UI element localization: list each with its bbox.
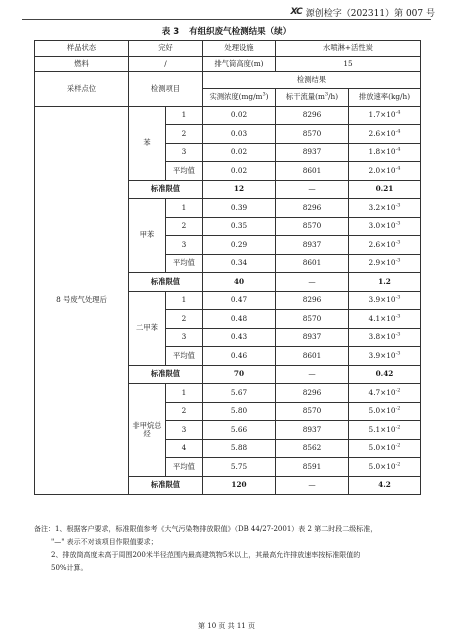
measured-concentration: 0.03 [203,125,276,144]
limit-rate: 0.21 [349,180,421,199]
standard-flow: 8570 [276,402,349,421]
measured-concentration: 0.02 [203,162,276,181]
emission-rate [349,217,421,236]
measured-concentration: 5.88 [203,439,276,458]
document-header [291,6,436,18]
stack-height-label: 排气筒高度(m) [203,56,276,72]
flow-header: 标干流量$(m^3/h)$ [276,89,349,107]
emission-rate-mantissa: 3.9×10 [368,350,396,360]
table-row [35,106,421,125]
emission-rate-mantissa: 1.8×10 [368,147,396,157]
standard-flow: 8937 [276,143,349,162]
emission-rate [349,439,421,458]
limit-concentration: 40 [203,273,276,292]
emission-rate-mantissa: 2.9×10 [368,258,396,268]
fuel-value: / [129,56,203,72]
table-row [35,41,421,57]
sample-index: 平均值 [166,347,203,366]
emission-rate [349,328,421,347]
emission-rate [349,199,421,218]
emission-rate-mantissa: 4.1×10 [368,313,396,323]
measured-concentration: 0.29 [203,236,276,255]
emission-rate-exponent: -4 [395,165,401,172]
facility-label: 处理设施 [203,41,276,57]
sample-state-value: 完好 [129,41,203,57]
remarks [34,523,420,575]
emission-rate [349,291,421,310]
emission-rate-exponent: -3 [395,331,401,338]
standard-flow: 8562 [276,439,349,458]
table-number: 表 3 [161,27,180,37]
facility-value: 水喷淋+活性炭 [276,41,421,57]
item-header: 检测项目 [129,72,203,107]
limit-flow: — [276,476,349,495]
sample-index: 1 [166,291,203,310]
emission-rate [349,106,421,125]
emission-rate [349,402,421,421]
limit-concentration: 120 [203,476,276,495]
emission-rate-mantissa: 3.8×10 [368,332,396,342]
measured-concentration: 5.80 [203,402,276,421]
emission-rate-mantissa: 4.7×10 [368,387,396,397]
measured-concentration: 0.34 [203,254,276,273]
measured-concentration: 0.48 [203,310,276,329]
standard-flow: 8937 [276,328,349,347]
table-caption: 有组织废气检测结果（续） [189,27,292,37]
emission-rate-exponent: -2 [395,387,401,394]
sample-index: 2 [166,310,203,329]
measured-concentration: 0.02 [203,143,276,162]
remarks-line-4: 50%计算。 [51,564,88,572]
standard-flow: 8570 [276,310,349,329]
limit-label: 标准限值 [129,273,203,292]
exhaust-gas-results-table [34,40,421,495]
limit-label: 标准限值 [129,365,203,384]
emission-rate-mantissa: 5.1×10 [368,424,396,434]
limit-rate: 0.42 [349,365,421,384]
emission-rate [349,143,421,162]
measured-concentration: 0.02 [203,106,276,125]
limit-concentration: 12 [203,180,276,199]
limit-label: 标准限值 [129,180,203,199]
emission-rate-mantissa: 3.9×10 [368,295,396,305]
remarks-line-2: "—" 表示不对该项目作限值要求； [51,538,158,546]
sample-index: 2 [166,402,203,421]
emission-rate-exponent: -4 [395,128,401,135]
emission-rate-mantissa: 2.0×10 [368,165,396,175]
standard-flow: 8601 [276,254,349,273]
standard-flow: 8570 [276,125,349,144]
limit-flow: — [276,273,349,292]
sample-index: 3 [166,236,203,255]
conc-header: 实测浓度$(mg/m^3)$ [203,89,276,107]
emission-rate [349,458,421,477]
standard-flow: 8570 [276,217,349,236]
limit-rate: 4.2 [349,476,421,495]
measured-concentration: 0.46 [203,347,276,366]
emission-rate [349,236,421,255]
sampling-point-header: 采样点位 [35,72,129,107]
emission-rate-mantissa: 5.0×10 [368,461,396,471]
emission-rate-mantissa: 3.2×10 [368,202,396,212]
standard-flow: 8296 [276,291,349,310]
remarks-label: 备注： [34,525,55,533]
emission-rate [349,384,421,403]
emission-rate [349,310,421,329]
sample-index: 2 [166,125,203,144]
limit-label: 标准限值 [129,476,203,495]
results-header: 检测结果 [203,72,421,89]
sample-index: 2 [166,217,203,236]
page-footer: 第 10 页 共 11 页 [198,622,255,630]
measured-concentration: 0.43 [203,328,276,347]
limit-flow: — [276,365,349,384]
document-number: 源创检字（202311）第 007 号 [305,8,435,19]
emission-rate-mantissa: 2.6×10 [368,239,396,249]
standard-flow: 8296 [276,199,349,218]
emission-rate-mantissa: 2.6×10 [368,128,396,138]
emission-rate-exponent: -3 [395,257,401,264]
measured-concentration: 5.66 [203,421,276,440]
emission-rate [349,347,421,366]
table-row [35,56,421,72]
limit-rate: 1.2 [349,273,421,292]
emission-rate-mantissa: 3.0×10 [368,221,396,231]
sample-index: 1 [166,384,203,403]
table-title [0,25,453,37]
remarks-line-1: 1、根据客户要求，标准限值参考《大气污染物排放限值》（DB 44/27-2001）表 2 第二时段二级标准， [55,525,378,533]
emission-rate-exponent: -3 [395,313,401,320]
emission-rate-mantissa: 1.7×10 [368,110,396,120]
measured-concentration: 0.39 [203,199,276,218]
measured-concentration: 0.35 [203,217,276,236]
measured-concentration: 0.47 [203,291,276,310]
emission-rate-exponent: -2 [395,424,401,431]
sample-index: 3 [166,328,203,347]
sample-index: 3 [166,421,203,440]
pollutant-name: 苯 [129,106,166,180]
emission-rate-exponent: -2 [395,442,401,449]
emission-rate-exponent: -3 [395,294,401,301]
standard-flow: 8601 [276,162,349,181]
emission-rate-exponent: -4 [395,109,401,116]
standard-flow: 8601 [276,347,349,366]
emission-rate-exponent: -2 [395,461,401,468]
standard-flow: 8937 [276,421,349,440]
sample-index: 1 [166,199,203,218]
rate-header: 排放速率(kg/h) [349,89,421,107]
sample-state-label: 样品状态 [35,41,129,57]
fuel-label: 燃料 [35,56,129,72]
sample-index: 4 [166,439,203,458]
stack-height-value: 15 [276,56,421,72]
emission-rate-exponent: -2 [395,405,401,412]
emission-rate-exponent: -4 [395,146,401,153]
measured-concentration: 5.67 [203,384,276,403]
standard-flow: 8937 [276,236,349,255]
sample-index: 平均值 [166,162,203,181]
sampling-point-cell: 8 号废气处理后 [35,106,129,495]
pollutant-name: 甲苯 [129,199,166,273]
sample-index: 平均值 [166,458,203,477]
standard-flow: 8591 [276,458,349,477]
remarks-line-3: 2、排放筒高度未高于周围200米半径范围内最高建筑物5米以上，其最高允许排放速率按标准限值的 [51,551,361,559]
emission-rate-exponent: -3 [395,220,401,227]
header-divider [22,19,431,20]
emission-rate-mantissa: 5.0×10 [368,406,396,416]
standard-flow: 8296 [276,106,349,125]
emission-rate-exponent: -3 [395,239,401,246]
company-logo: XC [290,7,302,17]
emission-rate-exponent: -3 [395,202,401,209]
emission-rate [349,254,421,273]
emission-rate-mantissa: 5.0×10 [368,443,396,453]
emission-rate [349,421,421,440]
sample-index: 平均值 [166,254,203,273]
standard-flow: 8296 [276,384,349,403]
limit-flow: — [276,180,349,199]
pollutant-name: 二甲苯 [129,291,166,365]
measured-concentration: 5.75 [203,458,276,477]
emission-rate [349,125,421,144]
sample-index: 3 [166,143,203,162]
emission-rate [349,162,421,181]
sample-index: 1 [166,106,203,125]
emission-rate-exponent: -3 [395,350,401,357]
pollutant-name: 非甲烷总烃 [129,384,166,477]
table-header-row [35,72,421,89]
limit-concentration: 70 [203,365,276,384]
